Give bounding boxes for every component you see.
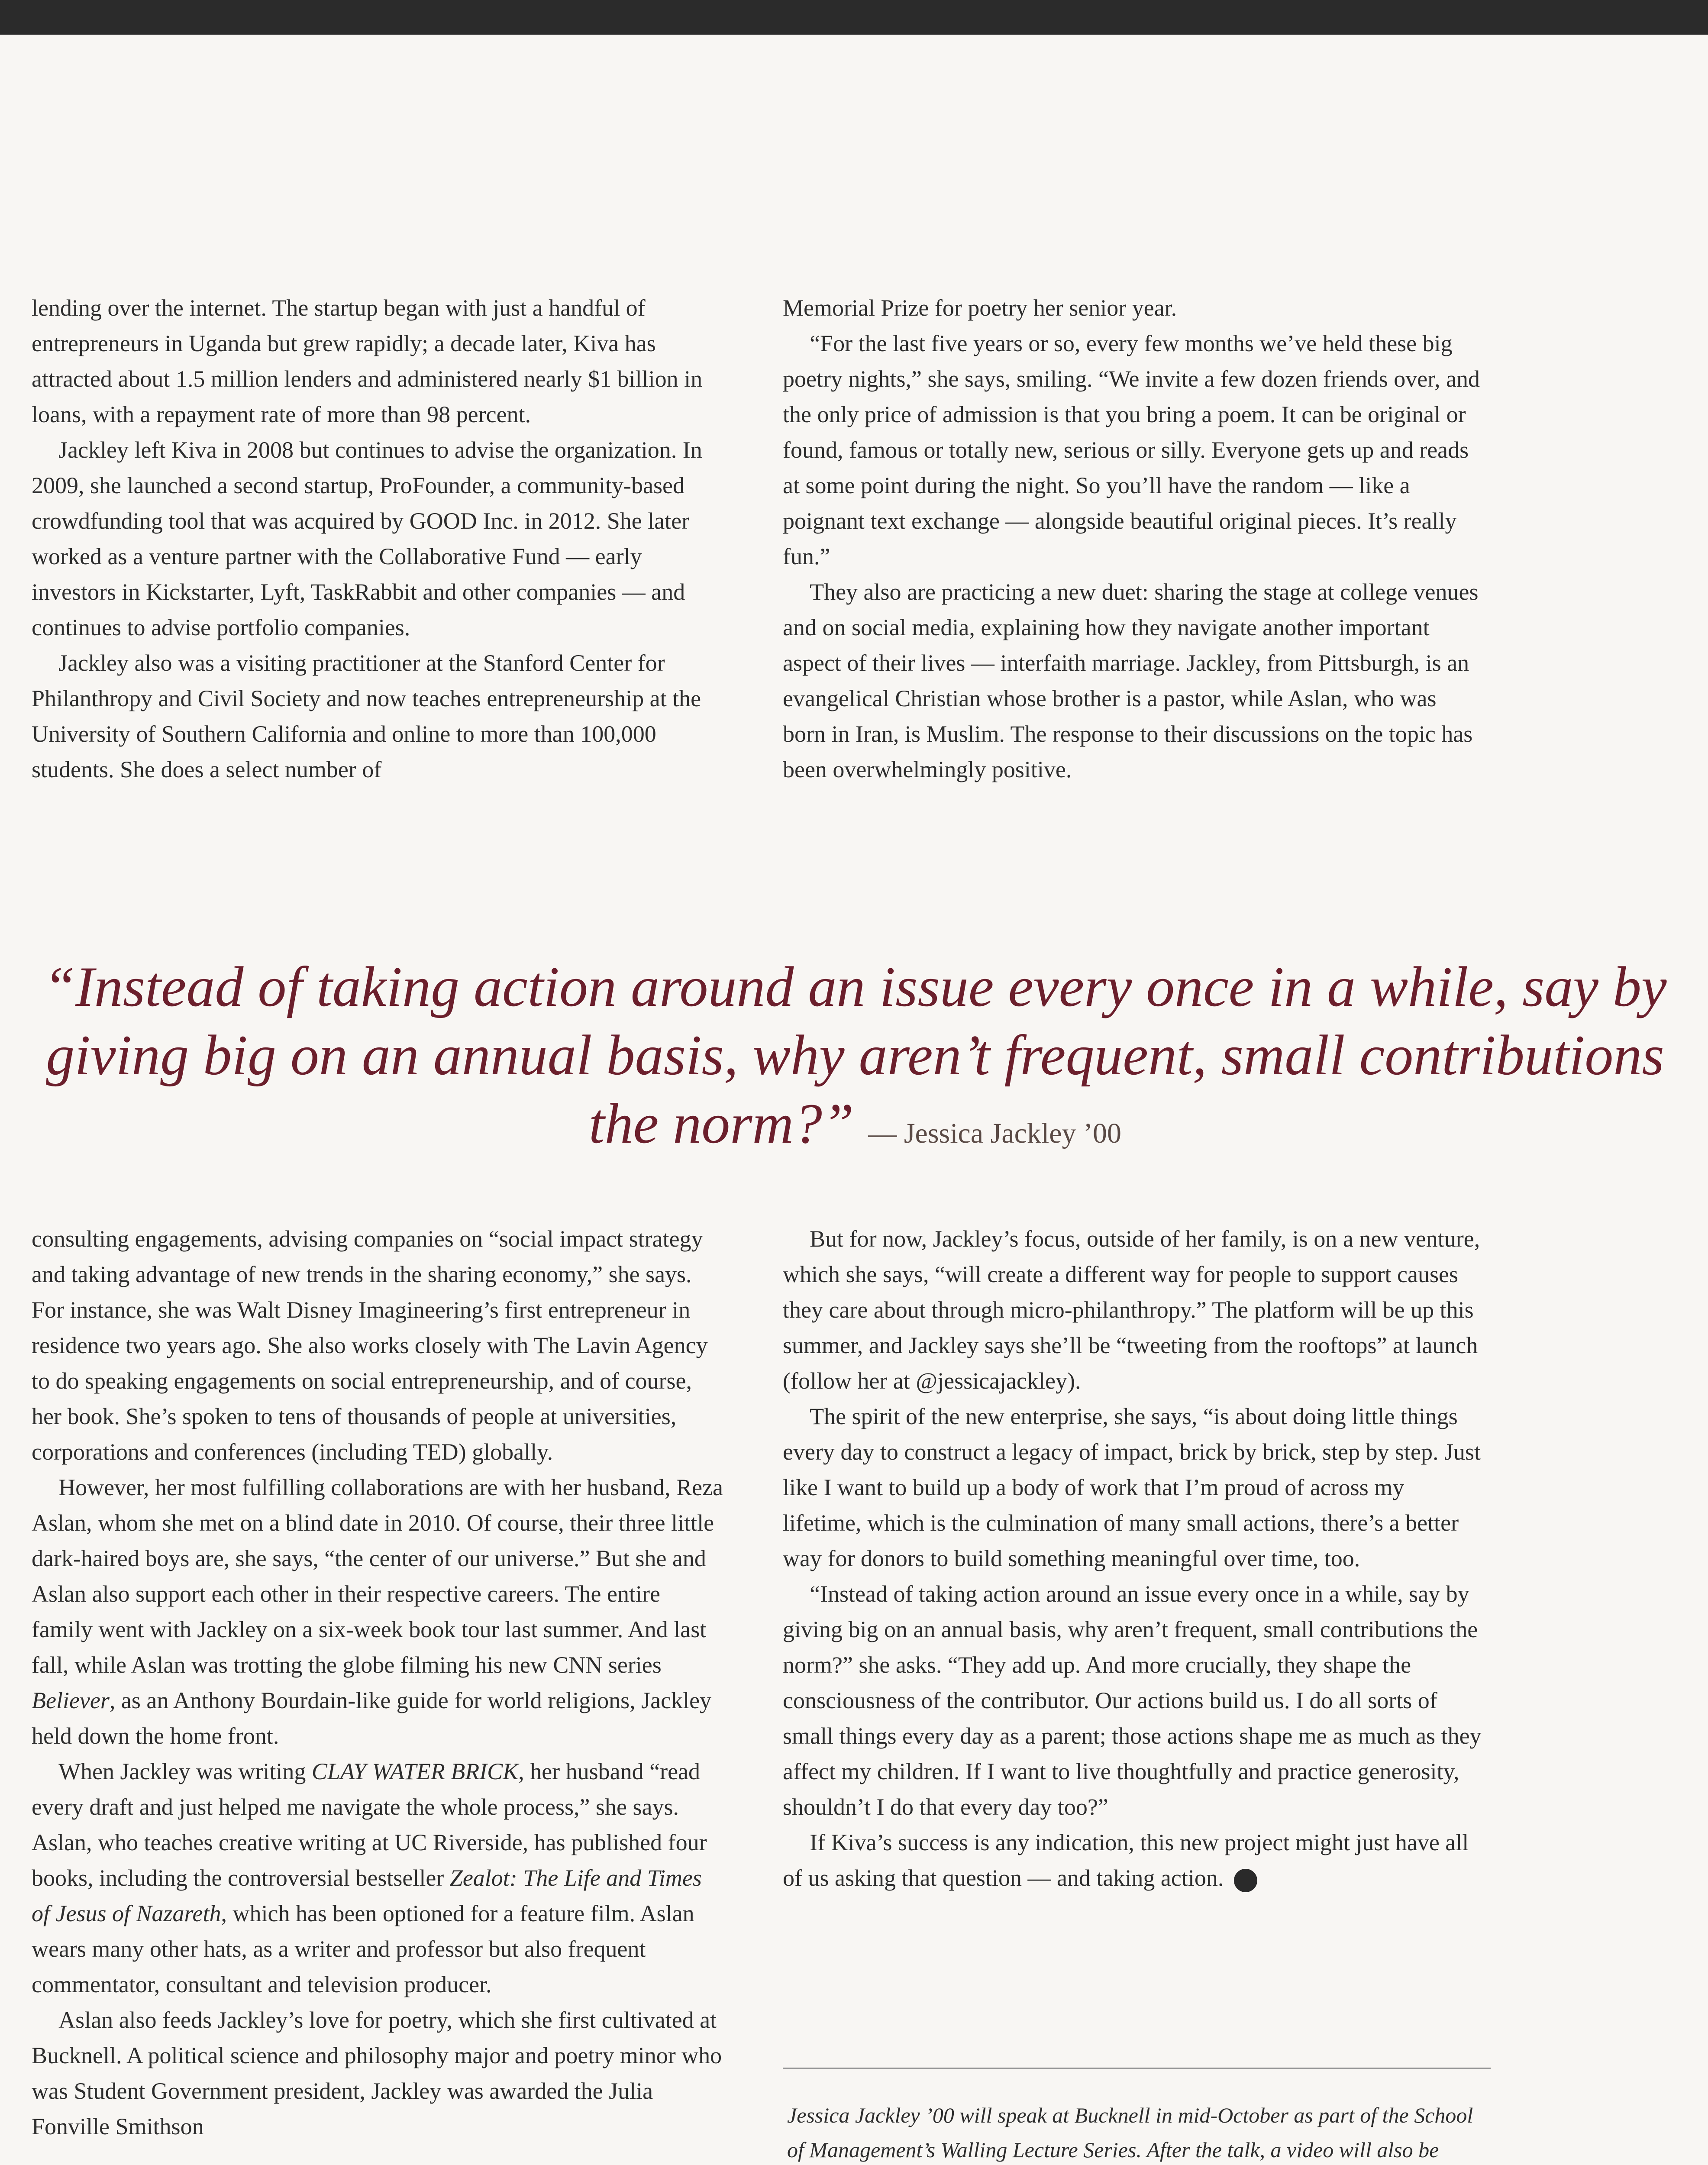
paragraph: Jackley left Kiva in 2008 but continues to advise the organization. In 2009, she launched a second startup, ProFounder, a community-based crowdfunding tool that was acquired by GOOD Inc. in 2012. She later worked as a venture partner with the Collaborative Fund — early investors in Kickstarter, Lyft, TaskRabbit and other companies — and continues to advise portfolio companies. (32, 437, 702, 640)
author-note: Jessica Jackley ’00 will speak at Bucknell in mid-October as part of the School of Management’s Walling Lecture Series. After the talk, a video will also be (787, 2103, 1473, 2162)
column-left-bottom (32, 1221, 723, 2144)
pull-quote (35, 953, 1676, 1168)
paragraph: They also are practicing a new duet: sharing the stage at college venues and on social media, explaining how they navigate another important aspect of their lives — interfaith marriage. Jackley, from Pittsburgh, is an evangelical Christian whose brother is a pastor, while Aslan, who was born in Iran, is Muslim. The response to their discussions on the topic has been overwhelmingly positive. (783, 579, 1479, 782)
paragraph: But for now, Jackley’s focus, outside of her family, is on a new venture, which she says, “will create a different way for people to support causes they care about through micro-philanthropy.” The platform will be up this summer, and Jackley says she’ll be “tweeting from the rooftops” at launch (follow her at @jessicajackley). (783, 1226, 1480, 1394)
column-right-top (783, 290, 1482, 787)
pull-quote-text: “Instead of taking action around an issue every once in a while, say by giving big on an annual basis, why aren’t frequent, small contributions the norm?” (43, 955, 1667, 1155)
column-left-top (32, 290, 723, 787)
divider (783, 2068, 1491, 2069)
paragraph: The spirit of the new enterprise, she says, “is about doing little things every day to construct a legacy of impact, brick by brick, step by step. Just like I want to build up a body of work that I’m proud of across my lifetime, which is the culmination of many small actions, there’s a better way for donors to build something meaningful over time, too. (783, 1403, 1481, 1571)
end-mark-icon: B (1234, 1869, 1257, 1892)
paragraph: When Jackley was writing CLAY WATER BRICK, her husband “read every draft and just helped me navigate the whole process,” she says. Aslan, who teaches creative writing at UC Riverside, has published four books, including the controversial bestseller Zealot: The Life and Times of Jesus of Nazareth, which has been optioned for a feature film. Aslan wears many other hats, as a writer and professor but also frequent commentator, consultant and television producer. (32, 1758, 707, 1997)
paragraph: Jackley also was a visiting practitioner at the Stanford Center for Philanthropy and Civil Society and now teaches entrepreneurship at the University of Southern California and online to more than 100,000 students. She does a select number of (32, 650, 701, 782)
paragraph: Aslan also feeds Jackley’s love for poetry, which she first cultivated at Bucknell. A political science and philosophy major and poetry minor who was Student Government president, Jackley was awarded the Julia Fonville Smithson (32, 2007, 722, 2139)
paragraph: If Kiva’s success is any indication, this new project might just have all of us asking that question — and taking action. B (783, 1825, 1482, 1896)
magazine-page (0, 35, 1708, 2165)
paragraph: consulting engagements, advising companies on “social impact strategy and taking advantage of new trends in the sharing economy,” she says. For instance, she was Walt Disney Imagineering’s first entrepreneur in residence two years ago. She also works closely with The Lavin Agency to do speaking engagements on social entrepreneurship, and of course, her book. She’s spoken to tens of thousands of people at universities, corporations and conferences (including TED) globally. (32, 1226, 708, 1465)
paragraph: “Instead of taking action around an issue every once in a while, say by giving big on an annual basis, why aren’t frequent, small contributions the norm?” she asks. “They add up. And more crucially, they shape the consciousness of the contributor. Our actions build us. I do all sorts of small things every day as a parent; those actions shape me as much as they affect my children. If I want to live thoughtfully and practice generosity, shouldn’t I do that every day too?” (783, 1581, 1482, 1820)
book-title: Zealot: The Life and Times of Jesus of Nazareth (32, 1865, 702, 1926)
book-title: CLAY WATER BRICK (311, 1758, 519, 1784)
paragraph: “For the last five years or so, every few months we’ve held these big poetry nights,” she says, smiling. “We invite a few dozen friends over, and the only price of admission is that you bring a poem. It can be original or found, famous or totally new, serious or silly. Everyone gets up and reads at some point during the night. So you’ll have the random — like a poignant text exchange — alongside beautiful original pieces. It’s really fun.” (783, 330, 1480, 569)
paragraph: However, her most fulfilling collaborations are with her husband, Reza Aslan, whom she met on a blind date in 2010. Of course, their three little dark-haired boys are, she says, “the center of our universe.” But she and Aslan also support each other in their respective careers. The entire family went with Jackley on a six-week book tour last summer. And last fall, while Aslan was trotting the globe filming his new CNN series Believer, as an Anthony Bourdain-like guide for world religions, Jackley held down the home front. (32, 1474, 723, 1749)
series-title: Believer (32, 1687, 110, 1713)
paragraph: lending over the internet. The startup began with just a handful of entrepreneurs in Uganda but grew rapidly; a decade later, Kiva has attracted about 1.5 million lenders and administered nearly $1 billion in loans, with a repayment rate of more than 98 percent. (32, 295, 703, 427)
paragraph: Memorial Prize for poetry her senior year. (783, 295, 1177, 321)
column-right-bottom (783, 1221, 1482, 1896)
pull-quote-attribution: — Jessica Jackley ’00 (868, 1118, 1122, 1149)
